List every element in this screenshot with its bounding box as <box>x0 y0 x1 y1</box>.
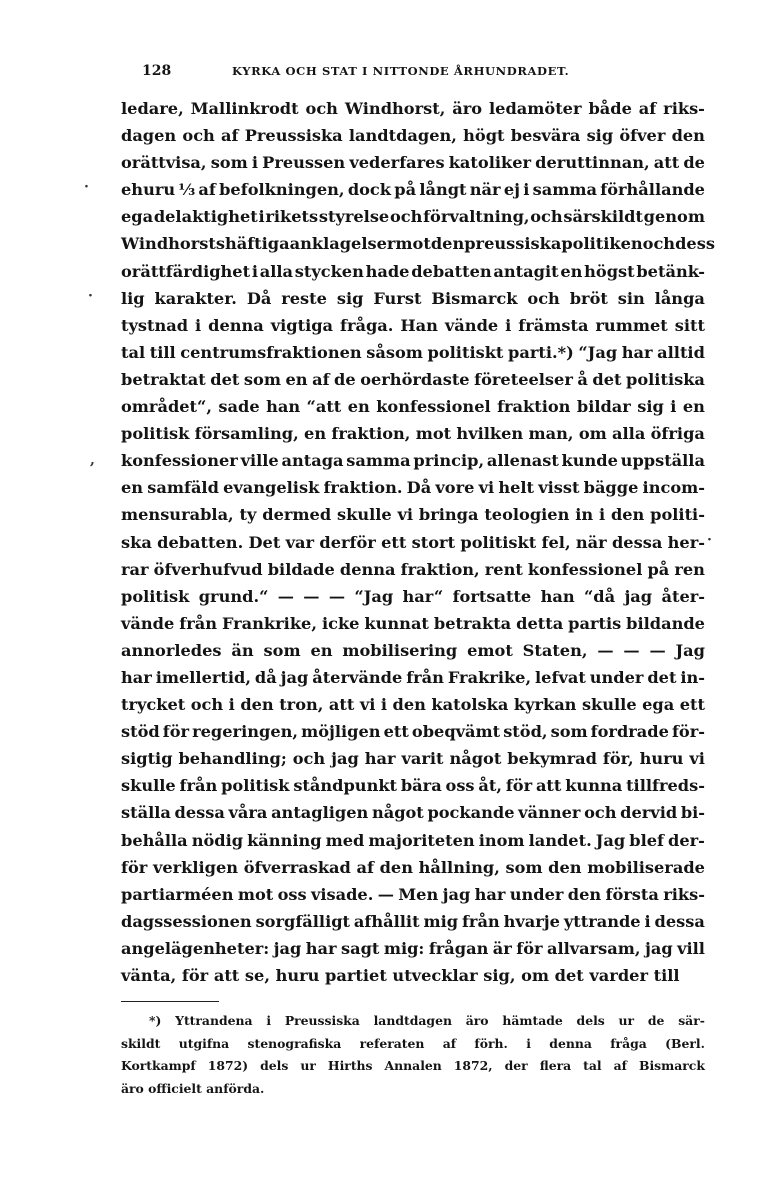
body-line: ega delaktighet i rikets styrelse och förvaltning, och särskildt genom <box>121 207 705 227</box>
body-line: har imellertid, då jag återvände från Frakrike, lefvat under det in- <box>121 667 705 687</box>
footnote-rule <box>121 1001 219 1002</box>
body-line: vänta, för att se, huru partiet utvecklar sig, om det varder till <box>121 966 680 985</box>
body-line: ledare, Mallinkrodt och Windhorst, äro ledamöter både af riks- <box>121 99 705 118</box>
body-line: vände från Frankrike, icke kunnat betrakta detta partis bildande <box>121 613 705 633</box>
body-line: trycket och i den tron, att vi i den katolska kyrkan skulle ega ett <box>121 695 705 715</box>
margin-mark: · <box>707 532 712 548</box>
margin-mark: · <box>84 179 89 195</box>
footnote-line: skildt utgifna stenografiska referaten af förh. i denna fråga (Berl. <box>121 1035 705 1051</box>
body-line: politisk församling, en fraktion, mot hvilken man, om alla öfriga <box>121 424 705 444</box>
footnote <box>121 1010 705 1100</box>
body-line: behålla nödig känning med majoriteten inom landet. Jag blef der- <box>121 830 705 850</box>
body-line: dagen och af Preussiska landtdagen, högt besvära sig öfver den <box>121 126 705 146</box>
body-text <box>121 95 715 989</box>
body-line: sigtig behandling; och jag har varit något bekymrad för, huru vi <box>121 749 705 769</box>
body-line: tystnad i denna vigtiga fråga. Han vände i främsta rummet sitt <box>121 315 705 335</box>
body-line: annorledes än som en mobilisering emot Staten, — — — Jag <box>121 640 705 660</box>
running-head <box>142 63 612 83</box>
body-line: konfessioner ville antaga samma princip, allenast kunde uppställa <box>121 451 705 471</box>
margin-mark: · <box>88 288 93 304</box>
body-line: rar öfverhufvud bildade denna fraktion, rent konfessionel på ren <box>121 559 705 579</box>
body-line: ställa dessa våra antagligen något pockande vänner och dervid bi- <box>121 803 705 823</box>
footnote-line: äro officielt anförda. <box>121 1080 265 1096</box>
body-line: mensurabla, ty dermed skulle vi bringa teologien in i den politi- <box>121 505 705 525</box>
body-line: för verkligen öfverraskad af den hållning, som den mobiliserade <box>121 857 705 877</box>
running-head-title: KYRKA OCH STAT I NITTONDE ÅRHUNDRADET. <box>232 64 570 78</box>
body-line: lig karakter. Då reste sig Furst Bismarck och bröt sin långa <box>121 288 705 308</box>
body-line: området“, sade han “att en konfessionel fraktion bildar sig i en <box>121 397 705 417</box>
body-line: tal till centrumsfraktionen såsom politiskt parti.*) “Jag har alltid <box>121 342 705 362</box>
body-line: skulle från politisk ståndpunkt bära oss åt, för att kunna tillfreds- <box>121 776 705 796</box>
footnote-line: Kortkampf 1872) dels ur Hirths Annalen 1872, der flera tal af Bismarck <box>121 1058 705 1073</box>
body-line: ehuru ⅓ af befolkningen, dock på långt när ej i samma förhållande <box>121 180 705 200</box>
body-line: betraktat det som en af de oerhördaste företeelser å det politiska <box>121 369 705 389</box>
body-line: partiarméen mot oss visade. — Men jag har under den första riks- <box>121 884 705 904</box>
body-line: orättvisa, som i Preussen vederfares katoliker deruttinnan, att de <box>121 153 705 173</box>
body-line: dagssessionen sorgfälligt afhållit mig från hvarje yttrande i dessa <box>121 911 705 931</box>
body-line: en samfäld evangelisk fraktion. Då vore vi helt visst bägge incom- <box>121 478 705 498</box>
margin-mark: , <box>90 452 95 468</box>
body-line: Windhorsts häftiga anklagelser mot den preussiska politiken och dess <box>121 234 715 254</box>
body-line: ska debatten. Det var derför ett stort politiskt fel, när dessa her- <box>121 532 705 552</box>
body-line: stöd för regeringen, möjligen ett obeqvämt stöd, som fordrade för- <box>121 722 705 742</box>
body-line: angelägenheter: jag har sagt mig: frågan är för allvarsam, jag vill <box>121 938 705 958</box>
footnote-line: *) Yttrandena i Preussiska landtdagen äro hämtade dels ur de sär- <box>149 1013 705 1028</box>
body-line: politisk grund.“ — — — “Jag har“ fortsatte han “då jag åter- <box>121 586 705 606</box>
body-line: orättfärdighet i alla stycken hade debatten antagit en högst betänk- <box>121 261 705 281</box>
page-number: 128 <box>142 63 172 79</box>
